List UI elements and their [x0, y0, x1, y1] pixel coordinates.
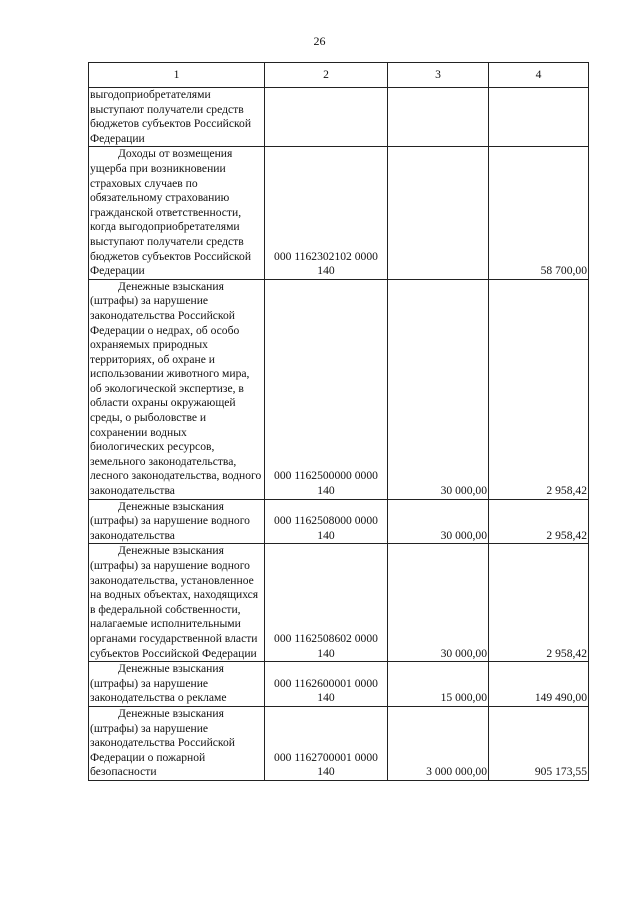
- row-code: 000 1162508000 0000 140: [265, 499, 388, 544]
- row-description-text: Доходы от возмещения ущерба при возникновении страховых случаев по обязательному страхованию гражданской ответственности, когда выгодоприобретателями выступают получатели средств бюджетов субъектов Российской Федерации: [90, 147, 252, 278]
- continuation-code-cell: [265, 88, 388, 147]
- row-description: [89, 147, 265, 279]
- header-col-4: 4: [489, 63, 589, 88]
- table-row: [89, 499, 589, 544]
- row-actual: 905 173,55: [489, 706, 589, 780]
- row-plan: 30 000,00: [388, 544, 489, 662]
- header-col-1: 1: [89, 63, 265, 88]
- row-description-text: Денежные взыскания (штрафы) за нарушение водного законодательства: [90, 499, 250, 542]
- revenue-table: [88, 62, 589, 781]
- page-number: 26: [313, 34, 326, 48]
- table-row-continuation: [89, 88, 589, 147]
- row-plan: 30 000,00: [388, 499, 489, 544]
- continuation-plan-cell: [388, 88, 489, 147]
- row-description-text: Денежные взыскания (штрафы) за нарушение законодательства Российской Федерации о недрах, об особо охраняемых природных территориях, об охране и использовании животного мира, об экологической экспертизе, в области охраны окружающей среды, о рыболовстве и сохранении водных биологических ресурсов, земельного законодательства, лесного законодательства, водного законодательства: [90, 279, 262, 498]
- row-plan: 3 000 000,00: [388, 706, 489, 780]
- row-plan: 15 000,00: [388, 662, 489, 707]
- row-plan: 30 000,00: [388, 279, 489, 499]
- row-description-text: Денежные взыскания (штрафы) за нарушение законодательства Российской Федерации о пожарной безопасности: [90, 706, 235, 779]
- row-description-text: Денежные взыскания (штрафы) за нарушение водного законодательства, установленное на водных объектах, находящихся в федеральной собственности, налагаемые исполнительными органами государственной власти субъектов Российской Федерации: [90, 544, 259, 660]
- row-actual: 2 958,42: [489, 499, 589, 544]
- continuation-actual-cell: [489, 88, 589, 147]
- table-row: [89, 662, 589, 707]
- row-plan: [388, 147, 489, 279]
- table-body: [89, 88, 589, 781]
- row-actual: 58 700,00: [489, 147, 589, 279]
- row-actual: 149 490,00: [489, 662, 589, 707]
- row-actual: 2 958,42: [489, 544, 589, 662]
- table-row: [89, 544, 589, 662]
- row-description: [89, 544, 265, 662]
- row-code: 000 1162700001 0000 140: [265, 706, 388, 780]
- row-actual: 2 958,42: [489, 279, 589, 499]
- header-row: [89, 63, 589, 88]
- header-col-2: 2: [265, 63, 388, 88]
- row-description-text: Денежные взыскания (штрафы) за нарушение законодательства о рекламе: [90, 662, 227, 705]
- row-code: 000 1162302102 0000 140: [265, 147, 388, 279]
- row-description: [89, 662, 265, 707]
- table-row: [89, 147, 589, 279]
- row-code: 000 1162500000 0000 140: [265, 279, 388, 499]
- row-description: [89, 706, 265, 780]
- header-col-3: 3: [388, 63, 489, 88]
- table-row: [89, 279, 589, 499]
- table-header: [89, 63, 589, 88]
- row-code: 000 1162600001 0000 140: [265, 662, 388, 707]
- row-description: [89, 279, 265, 499]
- table-row: [89, 706, 589, 780]
- row-description: [89, 499, 265, 544]
- row-code: 000 1162508602 0000 140: [265, 544, 388, 662]
- continuation-description: выгодоприобретателями выступают получатели средств бюджетов субъектов Российской Федерации: [89, 88, 265, 147]
